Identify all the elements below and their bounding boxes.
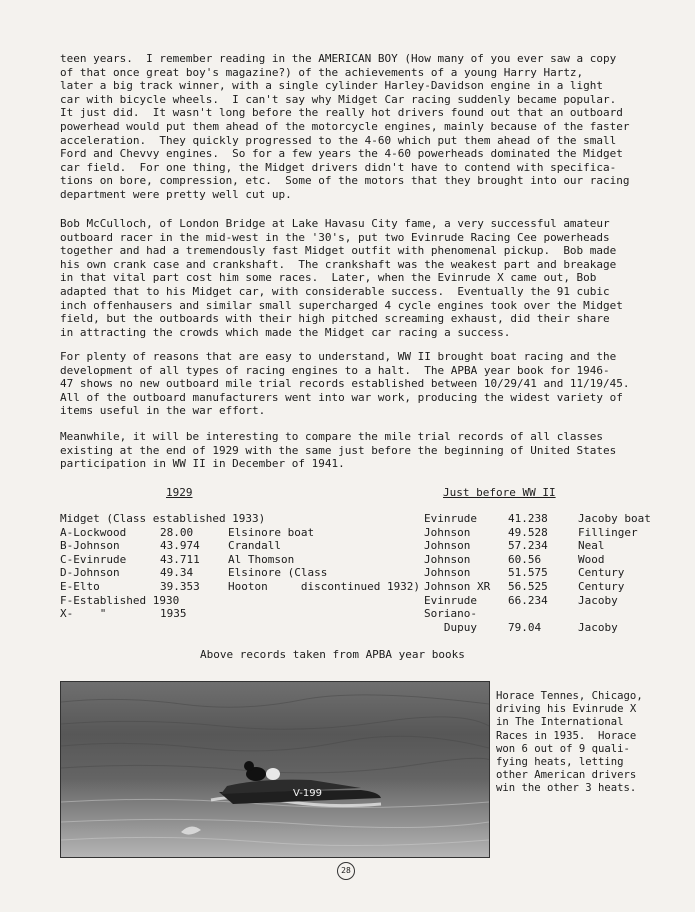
records-cell-r3: Jacoby	[578, 593, 618, 607]
text-line: Meanwhile, it will be interesting to compare the mile trial records of all classes	[60, 430, 604, 443]
paragraph-midget-racing	[60, 52, 650, 202]
records-cell-l1: B-Johnson	[60, 539, 120, 553]
records-row	[0, 553, 695, 567]
records-cell-l1: C-Evinrude	[60, 552, 127, 566]
boat-number: V-199	[293, 788, 322, 799]
records-cell-r1: Johnson	[424, 539, 471, 553]
records-row	[0, 539, 695, 553]
caption-line: won 6 out of 9 quali-	[496, 742, 630, 755]
text-line: tions on bore, compression, etc. Some of the motors that they brought into our racing	[60, 174, 630, 188]
records-header-1929: 1929	[166, 486, 193, 499]
text-line: All of the outboard manufacturers went into war work, producing the widest variety of	[60, 390, 623, 404]
records-cell-r1: Soriano-	[424, 607, 477, 621]
caption-line: win the other 3 heats.	[496, 782, 637, 795]
records-cell-r3: Century	[578, 580, 625, 593]
records-row	[0, 607, 695, 621]
records-cell-r1: Johnson	[424, 566, 471, 580]
records-cell-r2: 49.528	[508, 525, 548, 539]
records-cell-r1: Johnson XR	[424, 580, 491, 593]
text-line: in that vital part cost him some races. Later, when the Evinrude X came out, Bob	[60, 271, 597, 285]
records-cell-r2: 56.525	[508, 580, 548, 593]
paragraph-ww2	[60, 350, 650, 418]
text-line: later a big track winner, with a single cylinder Harley-Davidson engine in a light	[60, 79, 604, 93]
records-cell-r1: Evinrude	[424, 593, 477, 607]
records-cell-r3: Jacoby	[578, 620, 618, 634]
records-cell-r3: Neal	[578, 539, 605, 553]
records-cell-r3: Jacoby boat	[578, 512, 651, 525]
records-cell-r1: Johnson	[424, 552, 471, 566]
records-cell-r3: Century	[578, 566, 625, 580]
text-line: acceleration. They quickly progressed to the 4-60 which put them ahead of the small	[60, 133, 617, 147]
records-cell-l3: Hooton discontinued 1932)	[228, 580, 421, 593]
text-line: inch offenhausers and similar small supercharged 4 cycle engines took over the Midget	[60, 298, 623, 312]
text-line: car field. For one thing, the Midget drivers didn't have to contend with specifica-	[60, 160, 617, 174]
records-row	[0, 621, 695, 635]
text-line: department were pretty well cut up.	[60, 187, 292, 201]
records-row	[0, 580, 695, 594]
text-line: car with bicycle wheels. I can't say why Midget Car racing suddenly became popular.	[60, 92, 617, 106]
records-cell-r2: 79.04	[508, 620, 542, 634]
text-line: field, but the outboards with their high pitched screaming exhaust, did their share	[60, 312, 610, 326]
records-cell-l3: Elsinore boat	[228, 525, 315, 539]
caption-line: driving his Evinrude X	[496, 703, 637, 716]
records-cell-r1: Dupuy	[424, 620, 477, 634]
page-number: 28	[337, 862, 355, 880]
text-line: It just did. It wasn't long before the really hot drivers found out that an outboard	[60, 106, 623, 120]
records-cell-l2: 39.353	[160, 580, 200, 593]
caption-line: Races in 1935. Horace	[496, 729, 637, 742]
records-cell-l2: 43.711	[160, 552, 200, 566]
caption-line: fying heats, letting	[496, 756, 624, 769]
text-line: in attracting the crowds which made the Midget car racing a success.	[60, 325, 511, 339]
water-waves	[61, 695, 489, 773]
text-line: development of all types of racing engines to a halt. The APBA year book for 1946-	[60, 363, 610, 377]
records-cell-r3: Wood	[578, 552, 605, 566]
text-line: items useful in the war effort.	[60, 404, 266, 418]
records-cell-l1: A-Lockwood	[60, 525, 127, 539]
records-cell-l1: X- "	[60, 607, 107, 621]
records-cell-r2: 66.234	[508, 593, 548, 607]
text-line: Ford and Chevvy engines. So for a few years the 4-60 powerheads dominated the Midget	[60, 147, 623, 161]
text-line: powerhead would put them ahead of the motorcycle engines, mainly because of the faster	[60, 119, 630, 133]
records-cell-l1: D-Johnson	[60, 566, 120, 580]
records-cell-l2: 28.00	[160, 525, 194, 539]
race-boat-photo	[60, 681, 490, 858]
records-cell-l3: Crandall	[228, 539, 281, 553]
photo-caption	[496, 690, 656, 796]
records-cell-r2: 51.575	[508, 566, 548, 580]
records-cell-r2: 41.238	[508, 512, 548, 525]
records-source-caption: Above records taken from APBA year books	[200, 648, 465, 661]
records-cell-l2: 1935	[160, 607, 187, 621]
text-line: For plenty of reasons that are easy to understand, WW II brought boat racing and the	[60, 350, 617, 363]
records-row	[0, 594, 695, 608]
caption-line: other American drivers	[496, 769, 637, 782]
caption-line: Horace Tennes, Chicago,	[496, 690, 643, 702]
records-header-ww2: Just before WW II	[443, 486, 556, 499]
text-line: of that once great boy's magazine?) of the achievements of a young Harry Hartz,	[60, 65, 584, 79]
paragraph-records-intro	[60, 430, 650, 471]
records-row	[0, 512, 695, 526]
text-line: Bob McCulloch, of London Bridge at Lake Havasu City fame, a very successful amateur	[60, 217, 610, 230]
records-cell-l1: F-Established 1930	[60, 593, 180, 607]
records-cell-r2: 57.234	[508, 539, 548, 553]
records-cell-l2: 43.974	[160, 539, 200, 553]
text-line: existing at the end of 1929 with the same just before the beginning of United States	[60, 443, 617, 457]
records-cell-r2: 60.56	[508, 552, 542, 566]
text-line: teen years. I remember reading in the AMERICAN BOY (How many of you ever saw a copy	[60, 52, 617, 65]
text-line: participation in WW II in December of 1941.	[60, 457, 345, 471]
records-cell-l1: E-Elto	[60, 580, 100, 593]
photo-illustration	[61, 682, 489, 857]
records-cell-l2: 49.34	[160, 566, 194, 580]
text-line: adapted that to his Midget car, with considerable success. Eventually the 91 cubic	[60, 284, 610, 298]
paragraph-mcculloch	[60, 217, 650, 339]
records-cell-l3: Al Thomson	[228, 552, 295, 566]
text-line: his own crank case and crankshaft. The crankshaft was the weakest part and breakage	[60, 257, 617, 271]
records-cell-r1: Evinrude	[424, 512, 477, 525]
records-cell-r1: Johnson	[424, 525, 471, 539]
text-line: outboard racer in the mid-west in the '30's, put two Evinrude Racing Cee powerheads	[60, 230, 610, 244]
records-cell-l3: Elsinore (Class	[228, 566, 328, 580]
records-cell-r3: Fillinger	[578, 525, 638, 539]
records-table	[0, 512, 695, 640]
text-line: 47 shows no new outboard mile trial records established between 10/29/41 and 11/19/45.	[60, 377, 630, 391]
caption-line: in The International	[496, 716, 624, 729]
text-line: together and had a tremendously fast Midget outfit with phenomenal pickup. Bob made	[60, 244, 617, 258]
records-row	[0, 526, 695, 540]
records-cell-l1: Midget (Class established 1933)	[60, 512, 266, 525]
records-row	[0, 566, 695, 580]
